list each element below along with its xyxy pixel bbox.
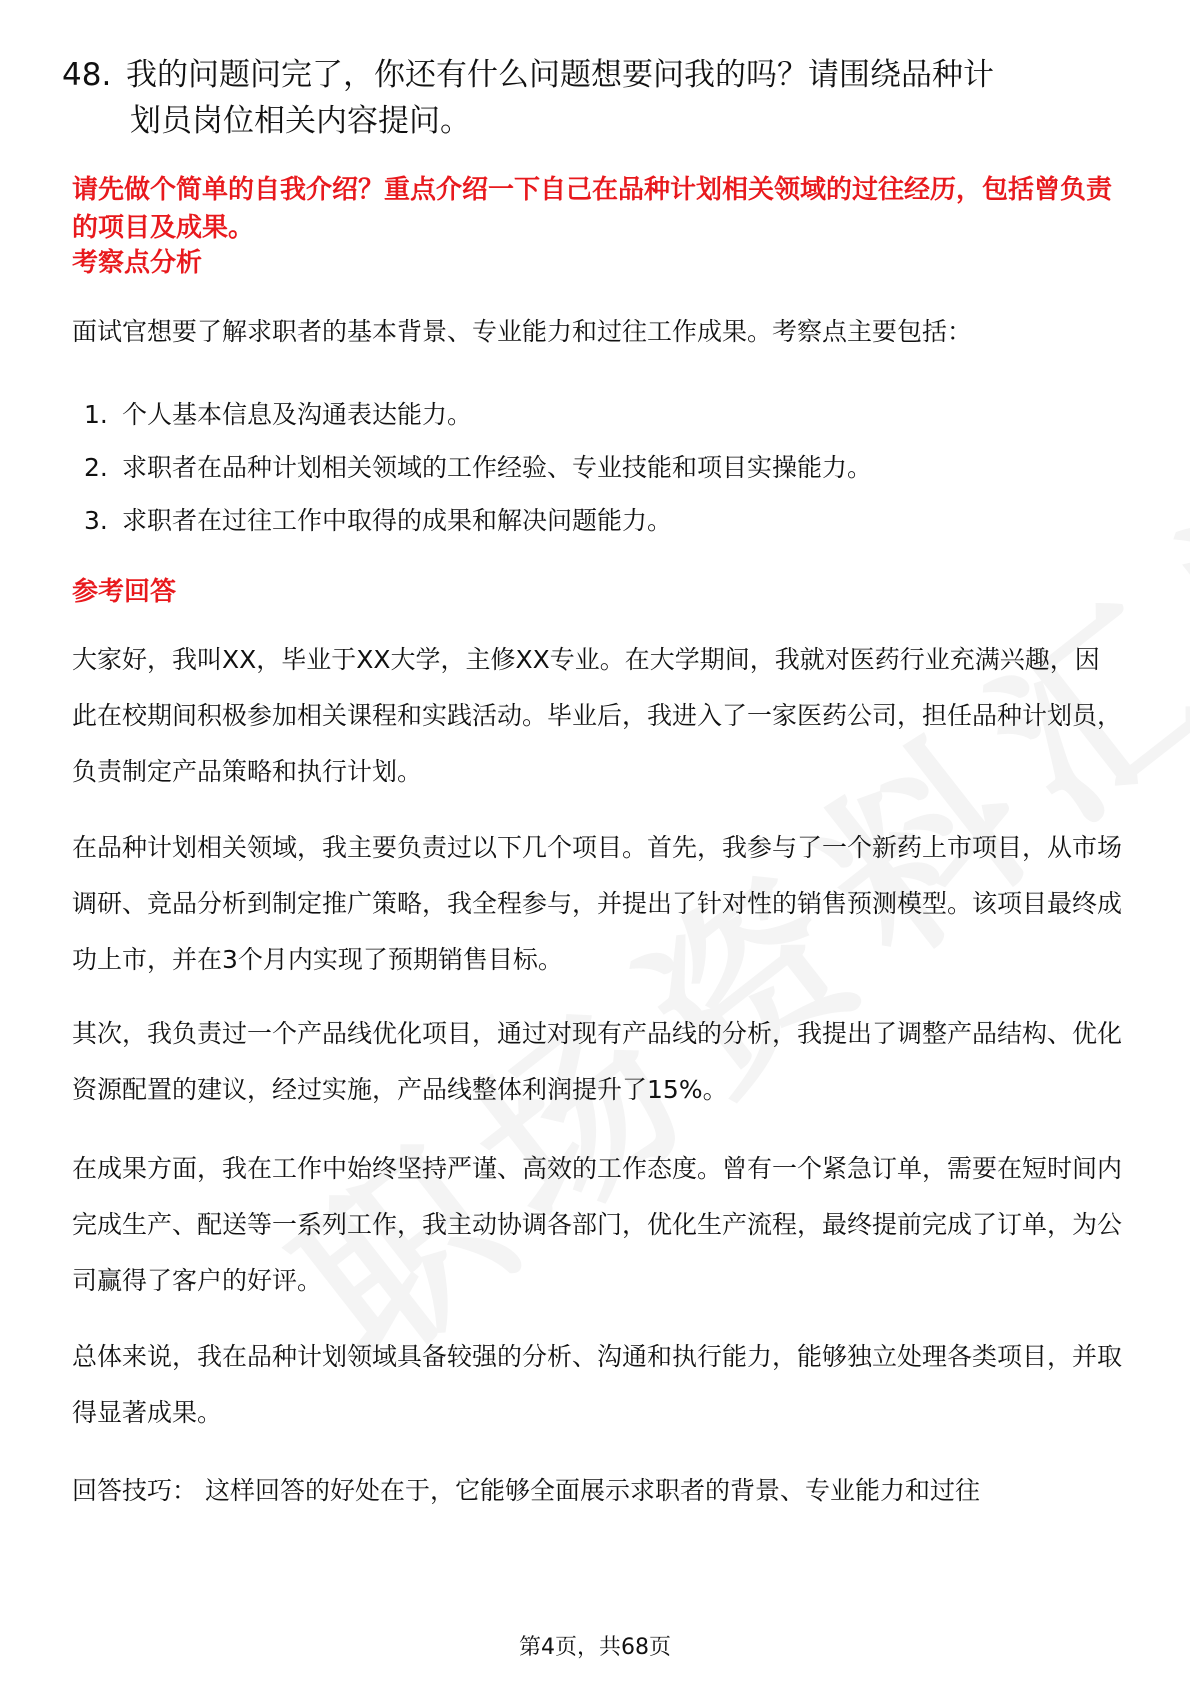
analysis-heading: 考察点分析	[72, 248, 203, 278]
question-line-2: 划员岗位相关内容提问。	[130, 103, 471, 139]
question-line-1: 我的问题问完了，你还有什么问题想要问我的吗？请围绕品种计	[126, 57, 994, 93]
answer-paragraph: 在成果方面，我在工作中始终坚持严谨、高效的工作态度。曾有一个紧急订单，需要在短时间内完成生产、配送等一系列工作，我主动协调各部门，优化生产流程，最终提前完成了订单，为公司赢得了客户的好评。	[72, 1154, 1123, 1295]
list-item	[84, 397, 472, 433]
list-item-text: 求职者在品种计划相关领域的工作经验、专业技能和项目实操能力。	[122, 453, 873, 482]
answer-paragraph: 总体来说，我在品种计划领域具备较强的分析、沟通和执行能力，能够独立处理各类项目，并取得显著成果。	[72, 1342, 1123, 1427]
answer-paragraph: 大家好，我叫XX，毕业于XX大学，主修XX专业。在大学期间，我就对医药行业充满兴趣，因此在校期间积极参加相关课程和实践活动。毕业后，我进入了一家医药公司，担任品种计划员，负责制定产品策略和执行计划。	[72, 645, 1123, 786]
sub-question: 请先做个简单的自我介绍？重点介绍一下自己在品种计划相关领域的过往经历，包括曾负责的项目及成果。	[72, 175, 1113, 243]
page-footer: 第4页，共68页	[519, 1635, 671, 1660]
analysis-intro: 面试官想要了解求职者的基本背景、专业能力和过往工作成果。考察点主要包括：	[72, 317, 973, 346]
question-title	[62, 52, 1122, 144]
list-item-number: 3.	[84, 506, 108, 535]
answer-heading: 参考回答	[72, 577, 177, 607]
list-item-number: 2.	[84, 453, 108, 482]
answer-paragraph: 其次，我负责过一个产品线优化项目，通过对现有产品线的分析，我提出了调整产品结构、优化资源配置的建议，经过实施，产品线整体利润提升了15%。	[72, 1019, 1123, 1104]
list-item-text: 求职者在过往工作中取得的成果和解决问题能力。	[122, 506, 673, 535]
list-item-text: 个人基本信息及沟通表达能力。	[122, 400, 473, 429]
list-item	[84, 503, 672, 539]
list-item	[84, 450, 872, 486]
answer-paragraph: 在品种计划相关领域，我主要负责过以下几个项目。首先，我参与了一个新药上市项目，从市场调研、竞品分析到制定推广策略，我全程参与，并提出了针对性的销售预测模型。该项目最终成功上市，并在3个月内实现了预期销售目标。	[72, 833, 1123, 974]
list-item-number: 1.	[84, 400, 108, 429]
answer-tip: 回答技巧： 这样回答的好处在于，它能够全面展示求职者的背景、专业能力和过往	[72, 1476, 980, 1505]
question-number: 48.	[62, 57, 112, 93]
